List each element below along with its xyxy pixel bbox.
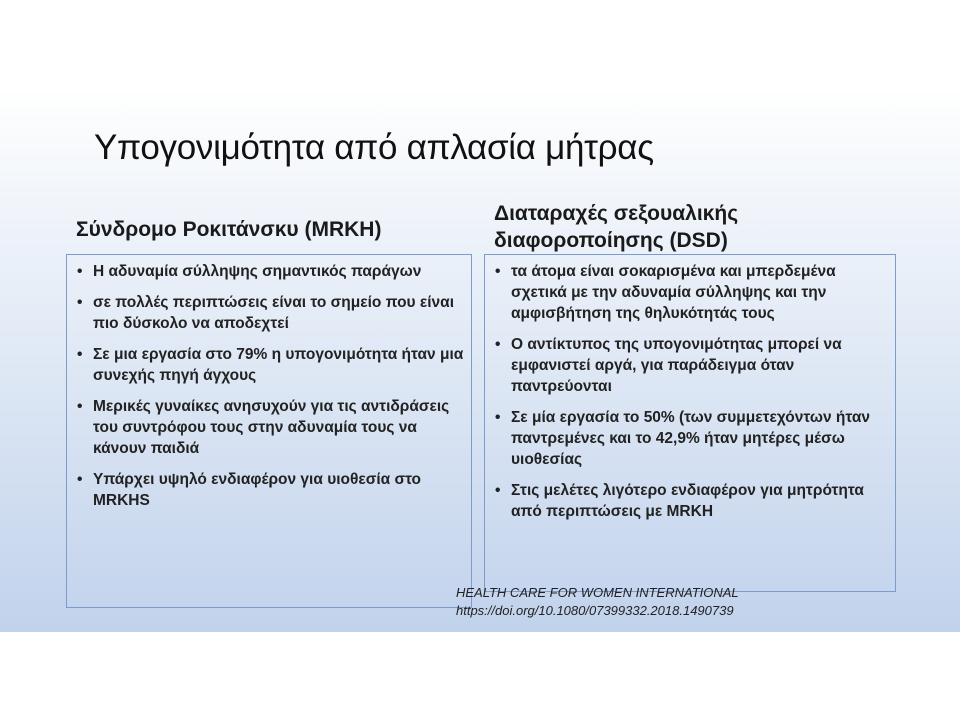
list-item: • Υπάρχει υψηλό ενδιαφέρον για υιοθεσία στο MRKHS <box>75 469 467 511</box>
citation-journal: HEALTH CARE FOR WOMEN INTERNATIONAL <box>456 585 739 600</box>
right-content-box <box>484 254 896 592</box>
list-item: • τα άτομα είναι σοκαρισμένα και μπερδεμένα σχετικά με την αδυναμία σύλληψης και την αμφισβήτηση της θηλυκότητάς τους <box>493 261 889 324</box>
left-column-heading: Σύνδρομο Ροκιτάνσκυ (MRKH) <box>76 218 382 241</box>
citation <box>456 584 739 620</box>
list-item: • Ο αντίκτυπος της υπογονιμότητας μπορεί να εμφανιστεί αργά, για παράδειγμα όταν παντρεύονται <box>493 334 889 397</box>
list-item: • Σε μία εργασία το 50% (των συμμετεχόντων ήταν παντρεμένες και το 42,9% ήταν μητέρες μέσω υιοθεσίας <box>493 407 889 470</box>
citation-doi: https://doi.org/10.1080/07399332.2018.1490739 <box>456 603 734 618</box>
list-item: • Σε μια εργασία στο 79% η υπογονιμότητα ήταν μια συνεχής πηγή άγχους <box>75 344 467 386</box>
left-bullet-list <box>75 261 467 521</box>
list-item: • Η αδυναμία σύλληψης σημαντικός παράγων <box>75 261 467 282</box>
right-column-heading: Διαταραχές σεξουαλικής διαφοροποίησης (DSD) <box>494 202 739 252</box>
slide-title: Υπογονιμότητα από απλασία μήτρας <box>94 128 654 167</box>
list-item: • Μερικές γυναίκες ανησυχούν για τις αντιδράσεις του συντρόφου τους στην αδυναμία τους να κάνουν παιδιά <box>75 396 467 459</box>
list-item: • σε πολλές περιπτώσεις είναι το σημείο που είναι πιο δύσκολο να αποδεχτεί <box>75 292 467 334</box>
right-bullet-list <box>493 261 889 532</box>
list-item: • Στις μελέτες λιγότερο ενδιαφέρον για μητρότητα από περιπτώσεις με MRKH <box>493 480 889 522</box>
left-content-box <box>66 254 472 608</box>
